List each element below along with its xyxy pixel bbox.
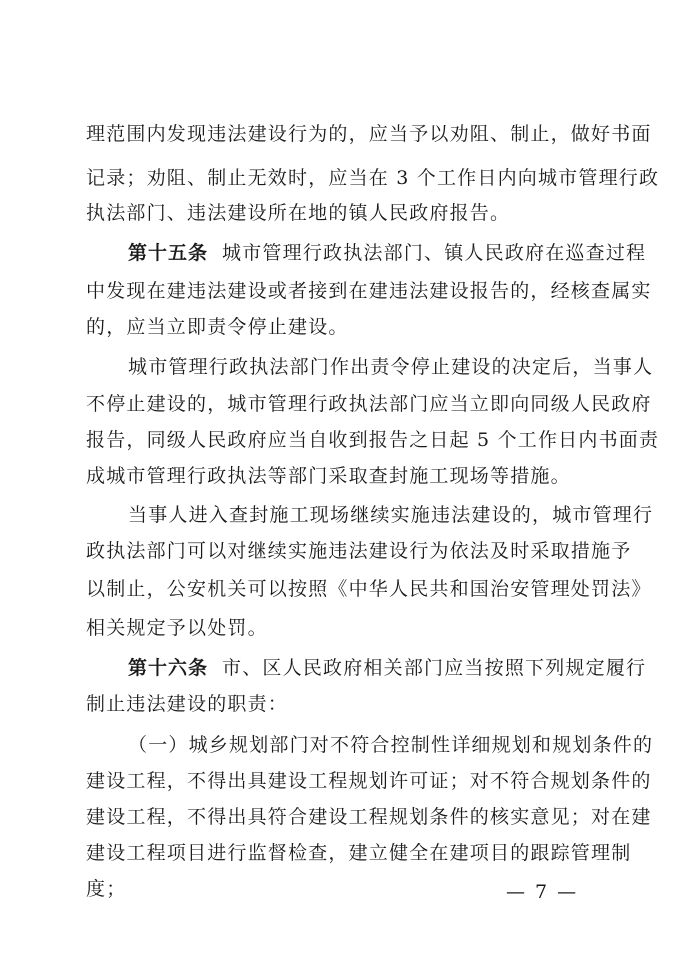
text-line xyxy=(0,116,694,152)
line-text: 不停止建设的，城市管理行政执法部门应当立即向同级人民政府 xyxy=(86,393,652,415)
text-line xyxy=(0,273,694,309)
article-line xyxy=(128,235,646,271)
text-line xyxy=(0,386,694,422)
text-line xyxy=(0,686,694,722)
line-text: 建设工程，不得出具建设工程规划许可证；对不符合规划条件的 xyxy=(86,770,652,792)
page-number: — 7 — xyxy=(506,881,579,903)
line-text: 执法部门、违法建设所在地的镇人民政府报告。 xyxy=(86,202,511,224)
article-first-line xyxy=(0,650,694,686)
article-heading: 第十五条 xyxy=(128,242,209,264)
text-line xyxy=(0,309,694,345)
line-text: 的，应当立即责令停止建设。 xyxy=(86,316,349,338)
text-line xyxy=(0,497,694,533)
line-text: 记录；劝阻、制止无效时，应当在 3 个工作日内向城市管理行政 xyxy=(86,167,660,189)
text-line xyxy=(0,533,694,569)
line-text: 理范围内发现违法建设行为的，应当予以劝阻、制止，做好书面 xyxy=(86,123,652,145)
line-text: 度； xyxy=(86,878,127,900)
line-text: 政执法部门可以对继续实施违法建设行为依法及时采取措施予 xyxy=(86,540,632,562)
line-text: 当事人进入查封施工现场继续实施违法建设的，城市管理行 xyxy=(128,504,654,526)
line-text: 制止违法建设的职责： xyxy=(86,693,289,715)
line-text: 城市管理行政执法部门、镇人民政府在巡查过程 xyxy=(222,242,647,264)
text-line xyxy=(0,727,694,763)
text-line xyxy=(0,763,694,799)
line-text: 成城市管理行政执法等部门采取查封施工现场等措施。 xyxy=(86,465,571,487)
text-line xyxy=(0,349,694,385)
text-line xyxy=(0,458,694,494)
text-line xyxy=(0,160,694,196)
text-line xyxy=(0,422,694,458)
text-line xyxy=(0,871,694,907)
line-text: （一）城乡规划部门对不符合控制性详细规划和规划条件的 xyxy=(128,734,654,756)
line-text: 市、区人民政府相关部门应当按照下列规定履行 xyxy=(222,657,647,679)
line-text: 城市管理行政执法部门作出责令停止建设的决定后，当事人 xyxy=(128,356,654,378)
article-line xyxy=(128,650,646,686)
line-text: 建设工程，不得出具符合建设工程规划条件的核实意见；对在建 xyxy=(86,806,652,828)
text-line xyxy=(0,571,694,607)
line-text: 建设工程项目进行监督检查，建立健全在建项目的跟踪管理制 xyxy=(86,842,632,864)
text-line xyxy=(0,195,694,231)
line-text: 报告，同级人民政府应当自收到报告之日起 5 个工作日内书面责 xyxy=(86,429,660,451)
article-first-line xyxy=(0,235,694,271)
line-text: 相关规定予以处罚。 xyxy=(86,617,268,639)
text-line xyxy=(0,835,694,871)
text-line xyxy=(0,799,694,835)
text-line xyxy=(0,610,694,646)
line-text: 中发现在建违法建设或者接到在建违法建设报告的，经核查属实 xyxy=(86,280,652,302)
article-heading: 第十六条 xyxy=(128,657,209,679)
line-text: 以制止，公安机关可以按照《中华人民共和国治安管理处罚法》 xyxy=(86,578,652,600)
